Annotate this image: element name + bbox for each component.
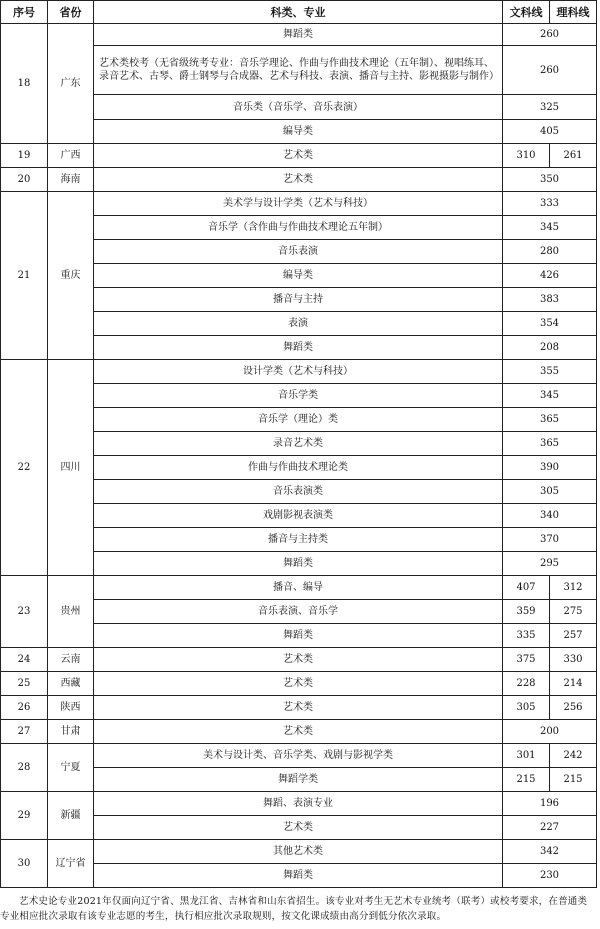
province-cell: 广西 (48, 144, 94, 168)
score-cell: 354 (503, 312, 597, 336)
score-cell: 260 (503, 24, 597, 46)
score-cell: 370 (503, 528, 597, 552)
major-cell: 舞蹈学类 (94, 768, 503, 792)
li-score-cell: 256 (550, 696, 597, 720)
major-cell: 其他艺术类 (94, 840, 503, 864)
major-cell: 编导类 (94, 120, 503, 144)
score-cell: 350 (503, 168, 597, 192)
province-cell: 广东 (48, 24, 94, 144)
table-row (1, 24, 597, 46)
province-cell: 海南 (48, 168, 94, 192)
header-major: 科类、专业 (94, 1, 503, 24)
row-number: 29 (1, 792, 48, 840)
score-cell: 260 (503, 46, 597, 95)
major-cell: 舞蹈类 (94, 552, 503, 576)
table-row (1, 576, 597, 600)
score-cell: 333 (503, 192, 597, 216)
wen-score-cell: 228 (503, 672, 550, 696)
major-cell: 艺术类 (94, 672, 503, 696)
major-cell: 戏剧影视表演类 (94, 504, 503, 528)
wen-score-cell: 359 (503, 600, 550, 624)
wen-score-cell: 305 (503, 696, 550, 720)
major-cell: 艺术类 (94, 144, 503, 168)
row-number: 26 (1, 696, 48, 720)
score-cell: 208 (503, 336, 597, 360)
wen-score-cell: 407 (503, 576, 550, 600)
table-row (1, 744, 597, 768)
major-cell: 舞蹈类 (94, 336, 503, 360)
major-cell: 音乐表演 (94, 240, 503, 264)
footnote: 艺术史论专业2021年仅面向辽宁省、黑龙江省、吉林省和山东省招生。该专业对考生无艺术专业统考（联考）或校考要求，在普通类专业相应批次录取有该专业志愿的考生，执行相应批次录取规则，按文化课成绩由高分到低分依次录取。 (0, 896, 588, 922)
table-row (1, 360, 597, 384)
province-cell: 甘肃 (48, 720, 94, 744)
province-cell: 辽宁省 (48, 840, 94, 888)
table-row (1, 648, 597, 672)
major-cell: 艺术类 (94, 168, 503, 192)
major-cell: 舞蹈类 (94, 624, 503, 648)
header-row (1, 1, 597, 24)
wen-score-cell: 335 (503, 624, 550, 648)
major-cell: 舞蹈、表演专业 (94, 792, 503, 816)
table-body (1, 24, 597, 888)
header-li: 理科线 (550, 1, 597, 24)
province-cell: 云南 (48, 648, 94, 672)
li-score-cell: 330 (550, 648, 597, 672)
score-cell: 200 (503, 720, 597, 744)
major-cell: 录音艺术类 (94, 432, 503, 456)
major-cell: 美术学与设计学类（艺术与科技） (94, 192, 503, 216)
row-number: 23 (1, 576, 48, 648)
row-number: 27 (1, 720, 48, 744)
score-cell: 365 (503, 432, 597, 456)
row-number: 25 (1, 672, 48, 696)
score-cell: 345 (503, 384, 597, 408)
province-cell: 西藏 (48, 672, 94, 696)
major-cell: 艺术类 (94, 720, 503, 744)
major-cell: 艺术类校考（无省级统考专业：音乐学理论、作曲与作曲技术理论（五年制）、视唱练耳、录音艺术、古琴、爵士钢琴与合成器、艺术与科技、表演、播音与主持、影视摄影与制作） (94, 46, 503, 95)
province-cell: 陕西 (48, 696, 94, 720)
row-number: 22 (1, 360, 48, 576)
li-score-cell: 214 (550, 672, 597, 696)
major-cell: 播音与主持类 (94, 528, 503, 552)
header-wen: 文科线 (503, 1, 550, 24)
score-cell: 426 (503, 264, 597, 288)
header-province: 省份 (48, 1, 94, 24)
major-cell: 作曲与作曲技术理论类 (94, 456, 503, 480)
wen-score-cell: 301 (503, 744, 550, 768)
wen-score-cell: 215 (503, 768, 550, 792)
li-score-cell: 215 (550, 768, 597, 792)
major-cell: 设计学类（艺术与科技） (94, 360, 503, 384)
score-cell: 325 (503, 95, 597, 120)
table-row (1, 720, 597, 744)
li-score-cell: 275 (550, 600, 597, 624)
row-number: 19 (1, 144, 48, 168)
province-cell: 宁夏 (48, 744, 94, 792)
table-row (1, 672, 597, 696)
table-row (1, 192, 597, 216)
table-row (1, 144, 597, 168)
major-cell: 播音、编导 (94, 576, 503, 600)
major-cell: 舞蹈类 (94, 864, 503, 888)
major-cell: 音乐表演类 (94, 480, 503, 504)
table-row (1, 792, 597, 816)
table-row (1, 168, 597, 192)
major-cell: 艺术类 (94, 816, 503, 840)
major-cell: 编导类 (94, 264, 503, 288)
province-cell: 重庆 (48, 192, 94, 360)
score-cell: 365 (503, 408, 597, 432)
row-number: 28 (1, 744, 48, 792)
score-cell: 196 (503, 792, 597, 816)
major-cell: 艺术类 (94, 648, 503, 672)
major-cell: 音乐学类 (94, 384, 503, 408)
li-score-cell: 242 (550, 744, 597, 768)
score-cell: 405 (503, 120, 597, 144)
score-cell: 342 (503, 840, 597, 864)
li-score-cell: 257 (550, 624, 597, 648)
province-cell: 四川 (48, 360, 94, 576)
li-score-cell: 261 (550, 144, 597, 168)
row-number: 18 (1, 24, 48, 144)
major-cell: 美术与设计类、音乐学类、戏剧与影视学类 (94, 744, 503, 768)
li-score-cell: 312 (550, 576, 597, 600)
major-cell: 表演 (94, 312, 503, 336)
major-cell: 播音与主持 (94, 288, 503, 312)
score-cell: 295 (503, 552, 597, 576)
score-cell: 280 (503, 240, 597, 264)
major-cell: 音乐学（含作曲与作曲技术理论五年制） (94, 216, 503, 240)
wen-score-cell: 310 (503, 144, 550, 168)
major-cell: 音乐表演、音乐学 (94, 600, 503, 624)
major-cell: 舞蹈类 (94, 24, 503, 46)
score-cell: 390 (503, 456, 597, 480)
score-cell: 345 (503, 216, 597, 240)
province-cell: 贵州 (48, 576, 94, 648)
header-no: 序号 (1, 1, 48, 24)
score-cell: 383 (503, 288, 597, 312)
score-cell: 227 (503, 816, 597, 840)
score-cell: 340 (503, 504, 597, 528)
major-cell: 音乐类（音乐学、音乐表演） (94, 95, 503, 120)
major-cell: 音乐学（理论）类 (94, 408, 503, 432)
row-number: 24 (1, 648, 48, 672)
row-number: 30 (1, 840, 48, 888)
table-row (1, 840, 597, 864)
table-row (1, 696, 597, 720)
wen-score-cell: 375 (503, 648, 550, 672)
score-cell: 230 (503, 864, 597, 888)
major-cell: 艺术类 (94, 696, 503, 720)
province-cell: 新疆 (48, 792, 94, 840)
score-cell: 305 (503, 480, 597, 504)
row-number: 20 (1, 168, 48, 192)
score-cell: 355 (503, 360, 597, 384)
row-number: 21 (1, 192, 48, 360)
